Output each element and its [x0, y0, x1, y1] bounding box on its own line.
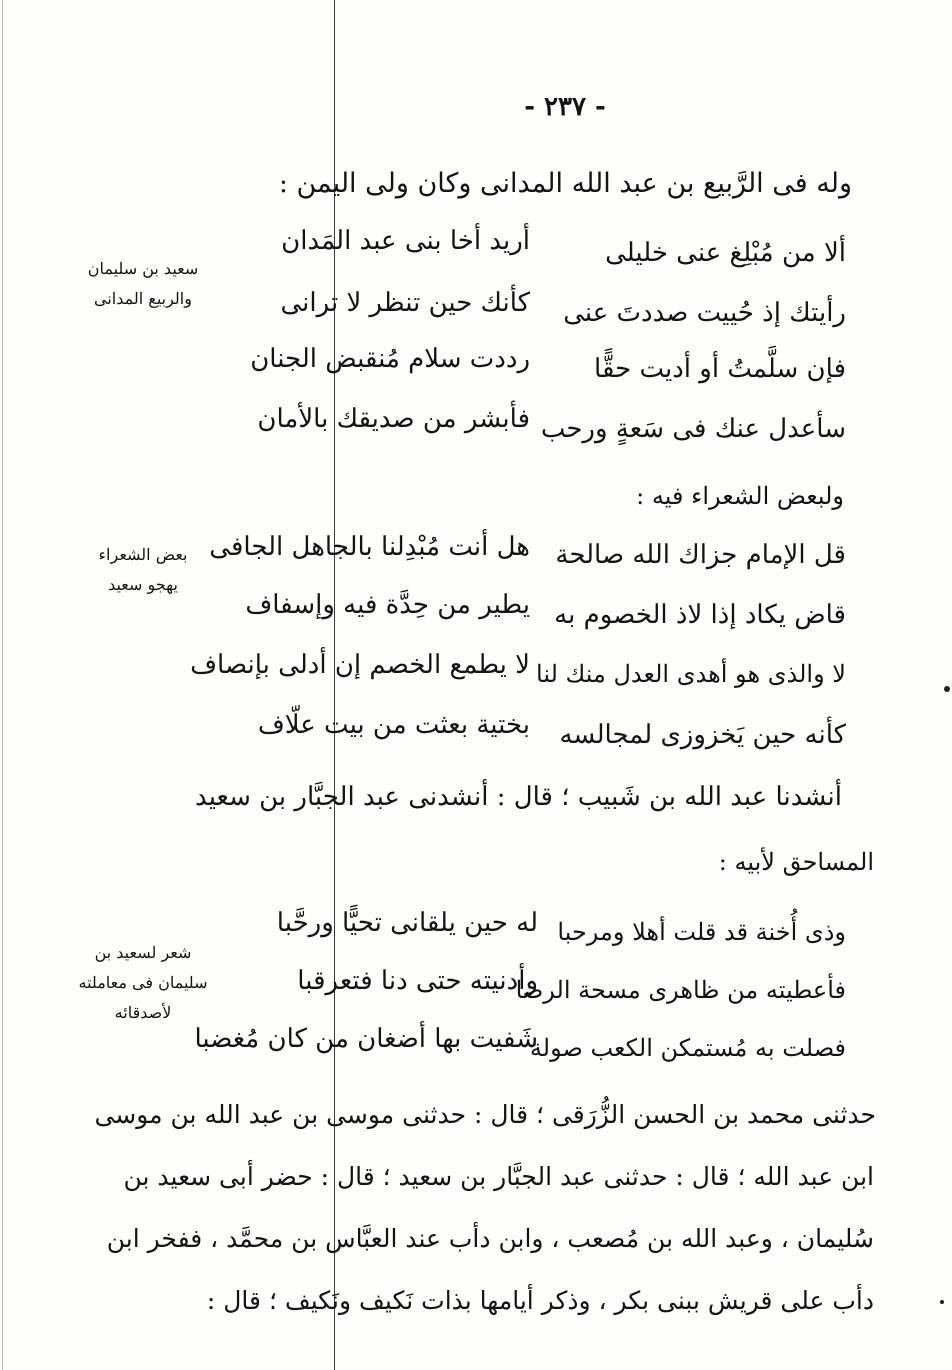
poem1-verse1-left: أريد أخا بنى عبد المَدان: [281, 226, 530, 256]
poem2-verse3-left: لا يطمع الخصم إن أدلى بإنصاف: [190, 650, 530, 680]
scan-speck: [944, 686, 950, 692]
poem1-verse2-right: رأيتك إذ حُييت صددتَ عنى: [563, 298, 846, 328]
margin-note-line: شعر لسعيد بن: [94, 943, 192, 962]
poem2-verse3-right: لا والذى هو أهدى العدل منك لنا: [536, 660, 846, 688]
intro-line-abdallah-shabib: أنشدنا عبد الله بن شَبيب ؛ قال : أنشدنى عبد الجبَّار بن سعيد: [195, 782, 842, 812]
poem2-verse1-left: هل أنت مُبْدِلنا بالجاهل الجافى: [209, 532, 530, 562]
margin-note-line: سليمان فى معاملته: [78, 973, 208, 992]
page-edge: [2, 0, 3, 1370]
poem3-verse1-right: وذى أُخنة قد قلت أهلا ومرحبا: [557, 918, 846, 946]
margin-note-line: والربيع المدانى: [94, 289, 192, 308]
poem2-verse4-right: كأنه حين يَخزوزى لمجالسه: [559, 720, 846, 750]
poem3-verse3-right: فصلت به مُستمكن الكعب صولة: [529, 1034, 846, 1062]
margin-note-line: يهجو سعيد: [108, 575, 178, 594]
poem2-verse1-right: قل الإمام جزاك الله صالحة: [555, 540, 846, 570]
prose-line-4: دأب على قريش ببنى بكر ، وذكر أيامها بذات نَكيف ونَكيف ؛ قال :: [206, 1286, 874, 1315]
poem1-verse3-right: فإن سلَّمتُ أو أديت حقًّا: [594, 354, 846, 384]
margin-note-line: بعض الشعراء: [98, 545, 188, 564]
poem2-verse2-left: يطير من حِدَّة فيه وإسفاف: [245, 590, 530, 620]
poem3-verse1-left: له حين يلقانى تحيًّا ورحَّبا: [276, 908, 538, 938]
intro-line-rabi: وله فى الرَّبيع بن عبد الله المدانى وكان ولى اليمن :: [278, 168, 852, 199]
prose-line-1: حدثنى محمد بن الحسن الزُّرَقى ؛ قال : حدثنى موسى بن عبد الله بن موسى: [94, 1100, 876, 1129]
intro-line-some-poets: ولبعض الشعراء فيه :: [636, 482, 844, 510]
poem2-verse4-left: بختية بعثت من بيت علّاف: [257, 710, 530, 740]
poem1-verse1-right: ألا من مُبْلِغ عنى خليلى: [605, 238, 846, 268]
scan-speck: [940, 1300, 944, 1304]
poem1-verse4-right: سأعدل عنك فى سَعةٍ ورحب: [540, 414, 846, 444]
poem1-verse3-left: رددت سلام مُنقبض الجنان: [250, 344, 530, 374]
poem1-verse2-left: كأنك حين تنظر لا ترانى: [280, 288, 530, 318]
poem1-verse4-left: فأبشر من صديقك بالأمان: [257, 404, 530, 434]
poem3-verse3-left: شَفيت بها أضغان من كان مُغضبا: [194, 1024, 538, 1054]
margin-note-line: لأصدقائه: [114, 1003, 172, 1022]
poem3-verse2-right: فأعطيته من ظاهرى مسحة الرضا: [515, 976, 846, 1004]
poem2-verse2-right: قاض يكاد إذا لاذ الخصوم به: [554, 600, 846, 630]
poem3-verse2-left: وأدنيته حتى دنا فتعرقبا: [297, 966, 538, 996]
prose-line-2: ابن عبد الله ؛ قال : حدثنى عبد الجبَّار بن سعيد ؛ قال : حضر أبى سعيد بن: [123, 1162, 874, 1191]
margin-note-poets-satire: [68, 540, 218, 600]
page-number: - ٢٣٧ -: [524, 92, 606, 122]
intro-line-masahiq: المساحق لأبيه :: [718, 848, 874, 876]
margin-note-line: سعيد بن سليمان: [87, 259, 199, 278]
margin-note-said-rabi: [68, 254, 218, 314]
prose-line-3: سُليمان ، وعبد الله بن مُصعب ، وابن دأب عند العبَّاس بن محمَّد ، ففخر ابن: [106, 1224, 874, 1253]
margin-note-said-poetry: [68, 938, 218, 1028]
